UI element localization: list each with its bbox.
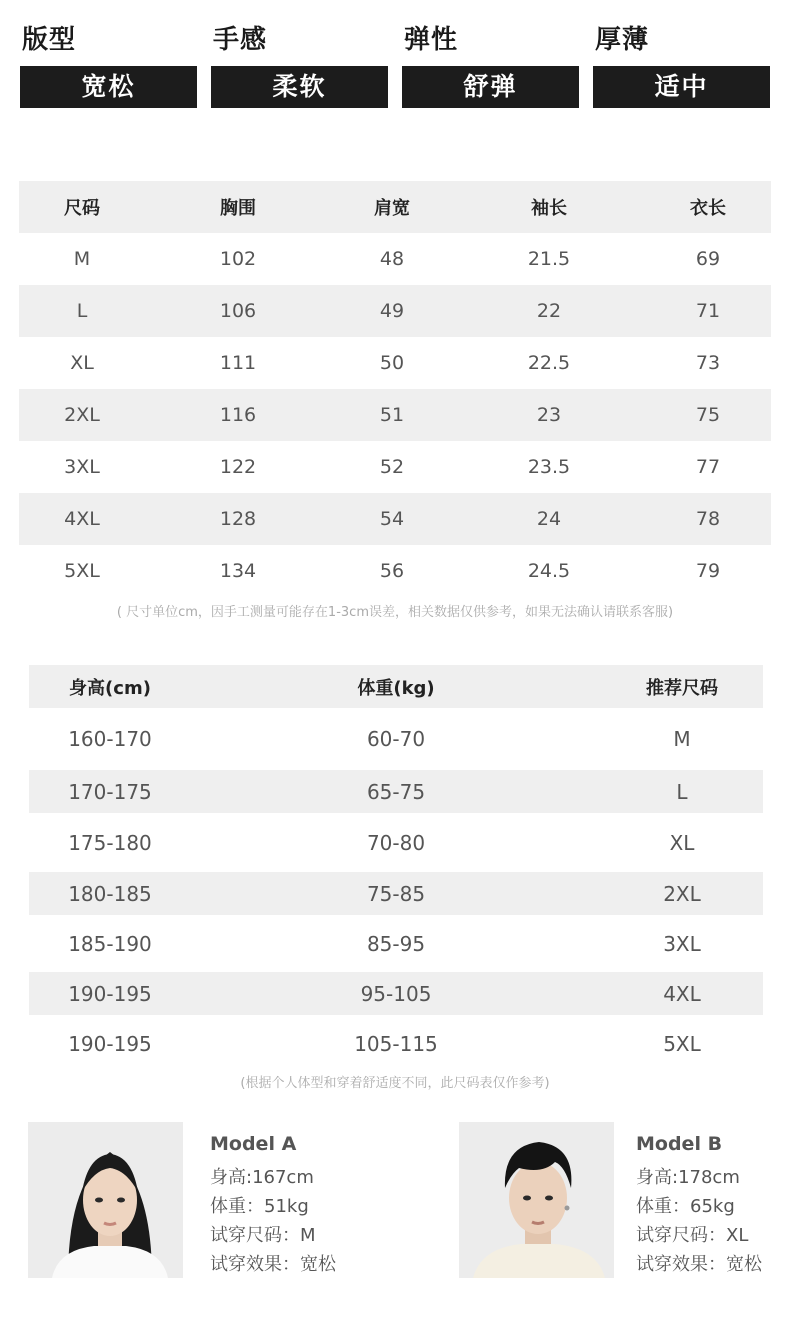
table-row <box>19 285 771 337</box>
table-row <box>19 233 771 285</box>
table-cell: 116 <box>219 404 257 426</box>
table-cell: 2XL <box>64 404 100 426</box>
table-cell: 69 <box>695 248 721 270</box>
table-cell: 75-85 <box>366 881 426 906</box>
table-cell: 79 <box>695 560 721 582</box>
attribute-feel <box>211 18 388 108</box>
model-a-photo <box>28 1122 183 1278</box>
table-cell: 95-105 <box>360 981 432 1006</box>
attribute-value: 柔软 <box>211 66 388 108</box>
header-cell: 肩宽 <box>374 198 410 219</box>
model-size: 试穿尺码：M <box>210 1225 316 1246</box>
table-row <box>29 708 763 770</box>
table-cell: 111 <box>219 352 257 374</box>
model-height: 身高:178cm <box>636 1167 740 1188</box>
attribute-elasticity <box>402 18 579 108</box>
size-table-note: ( 尺寸单位cm，因手工测量可能存在1-3cm误差，相关数据仅供参考，如果无法确认请联系客服) <box>116 605 674 620</box>
table-cell: 77 <box>695 456 721 478</box>
header-cell: 尺码 <box>64 198 100 219</box>
model-effect: 试穿效果：宽松 <box>636 1254 762 1275</box>
header-cell: 体重(kg) <box>357 677 435 699</box>
table-cell: 51 <box>379 404 405 426</box>
table-cell: 128 <box>219 508 257 530</box>
model-name: Model A <box>210 1133 297 1155</box>
table-cell: 21.5 <box>527 248 571 270</box>
header-cell: 胸围 <box>220 198 256 219</box>
model-name: Model B <box>636 1133 723 1155</box>
model-b-info <box>636 1130 762 1279</box>
table-cell: 134 <box>219 560 257 582</box>
table-cell: 65-75 <box>366 779 426 804</box>
model-a-info <box>210 1130 336 1279</box>
table-cell: 85-95 <box>366 931 426 956</box>
model-weight: 体重：51kg <box>210 1196 309 1217</box>
attribute-label: 手感 <box>213 25 268 55</box>
table-cell: XL <box>669 830 695 855</box>
table-row <box>29 770 763 813</box>
table-cell: M <box>673 727 691 751</box>
table-cell: 73 <box>695 352 721 374</box>
table-cell: 22.5 <box>527 352 571 374</box>
table-cell: 3XL <box>663 931 701 956</box>
table-cell: 49 <box>379 300 405 322</box>
table-cell: 78 <box>695 508 721 530</box>
table-cell: 170-175 <box>68 779 152 804</box>
table-row <box>19 441 771 493</box>
table-cell: 52 <box>379 456 405 478</box>
table-cell: 50 <box>379 352 405 374</box>
model-size: 试穿尺码：XL <box>636 1225 749 1246</box>
table-cell: 22 <box>536 300 562 322</box>
table-cell: 56 <box>379 560 405 582</box>
table-row <box>29 872 763 915</box>
table-cell: 122 <box>219 456 257 478</box>
table-cell: 4XL <box>663 981 701 1006</box>
table-cell: XL <box>70 352 94 374</box>
table-cell: L <box>676 779 688 804</box>
table-cell: 190-195 <box>68 1032 152 1056</box>
attribute-value: 适中 <box>593 66 770 108</box>
table-row <box>29 972 763 1015</box>
table-cell: 5XL <box>663 1032 701 1056</box>
recommend-table <box>29 665 763 1073</box>
model-b-portrait <box>459 1122 614 1278</box>
attribute-fit <box>20 18 197 108</box>
table-cell: 24.5 <box>527 560 571 582</box>
table-cell: 105-115 <box>354 1032 438 1056</box>
attribute-label: 版型 <box>22 25 77 55</box>
table-cell: 23 <box>536 404 562 426</box>
model-effect: 试穿效果：宽松 <box>210 1254 336 1275</box>
table-cell: 5XL <box>64 560 100 582</box>
table-cell: 2XL <box>663 881 701 906</box>
table-row <box>29 1015 763 1073</box>
table-cell: 54 <box>379 508 405 530</box>
table-row <box>19 493 771 545</box>
attribute-label: 弹性 <box>404 25 459 55</box>
table-cell: M <box>73 248 91 270</box>
size-table <box>19 181 771 597</box>
recommend-table-header <box>29 665 763 708</box>
table-cell: L <box>76 300 88 322</box>
table-cell: 75 <box>695 404 721 426</box>
header-cell: 身高(cm) <box>69 677 151 699</box>
table-cell: 23.5 <box>527 456 571 478</box>
table-cell: 190-195 <box>68 981 152 1006</box>
table-cell: 4XL <box>64 508 100 530</box>
table-cell: 102 <box>219 248 257 270</box>
table-row <box>19 389 771 441</box>
table-cell: 175-180 <box>68 830 152 855</box>
table-cell: 180-185 <box>68 881 152 906</box>
model-weight: 体重：65kg <box>636 1196 735 1217</box>
table-row <box>19 337 771 389</box>
attribute-label: 厚薄 <box>595 25 650 55</box>
model-b-photo <box>459 1122 614 1278</box>
table-cell: 24 <box>536 508 562 530</box>
model-height: 身高:167cm <box>210 1167 314 1188</box>
table-cell: 70-80 <box>366 830 426 855</box>
table-cell: 48 <box>379 248 405 270</box>
table-row <box>29 813 763 872</box>
table-cell: 3XL <box>64 456 100 478</box>
table-cell: 106 <box>219 300 257 322</box>
table-row <box>19 545 771 597</box>
table-row <box>29 915 763 972</box>
table-cell: 71 <box>695 300 721 322</box>
table-cell: 160-170 <box>68 727 152 751</box>
model-a-portrait <box>28 1122 183 1278</box>
table-cell: 185-190 <box>68 931 152 956</box>
attribute-value: 舒弹 <box>402 66 579 108</box>
attribute-value: 宽松 <box>20 66 197 108</box>
header-cell: 袖长 <box>531 198 567 219</box>
attribute-thickness <box>593 18 770 108</box>
size-table-header <box>19 181 771 233</box>
recommend-table-note: (根据个人体型和穿着舒适度不同，此尺码表仅作参考) <box>240 1076 550 1091</box>
table-cell: 60-70 <box>366 727 426 751</box>
header-cell: 衣长 <box>690 198 726 219</box>
header-cell: 推荐尺码 <box>646 677 718 699</box>
